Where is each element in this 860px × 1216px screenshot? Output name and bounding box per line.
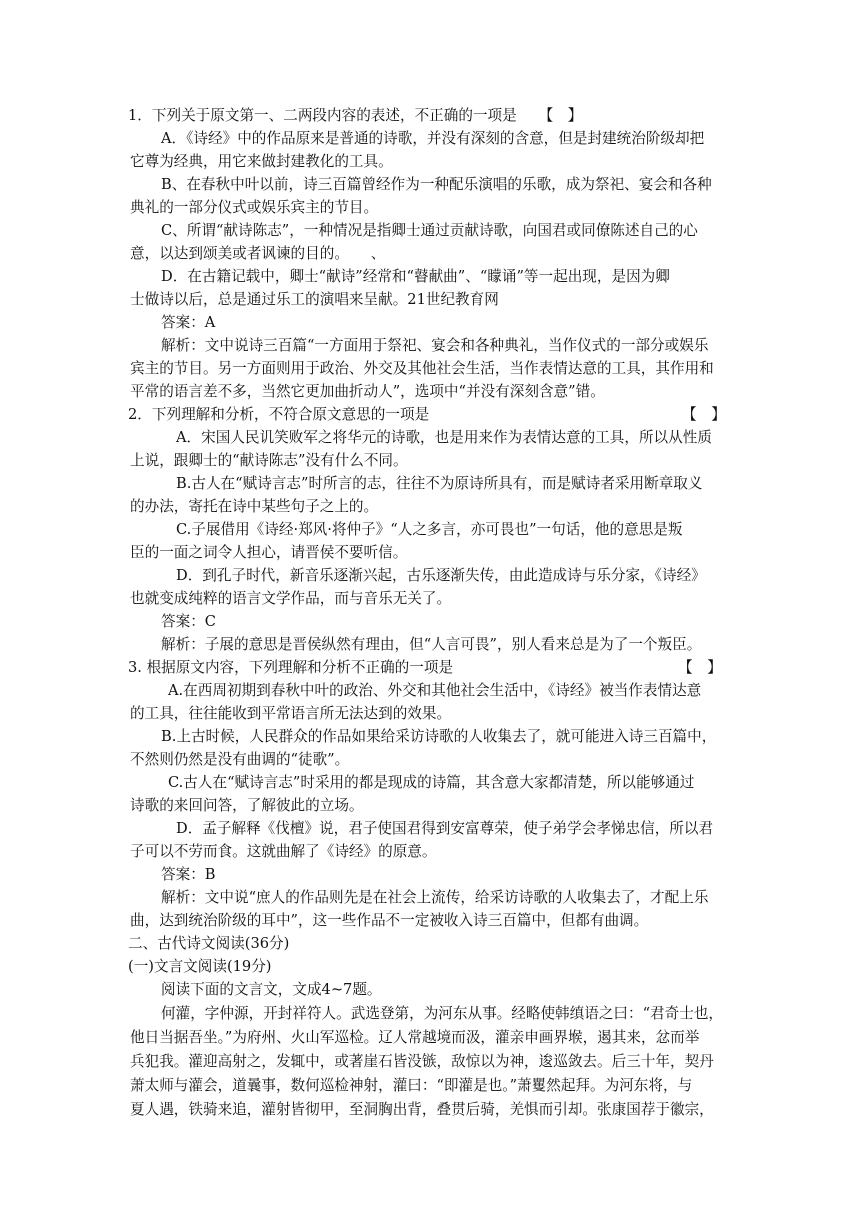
q1-analysis: 解析：文中说诗三百篇“一方面用于祭祀、宴会和各种典礼，当作仪式的一部分或娱乐 [161, 337, 709, 354]
passage-line: 兵犯我。灌迎高射之，发辄中，或著崖石皆没镞，敌惊以为神，逡巡敛去。后三十年，契丹 [130, 1053, 714, 1070]
q3-option-a: A.在西周初期到春秋中叶的政治、外交和其他社会生活中，《诗经》被当作表情达意 [168, 682, 702, 699]
q3-option-d: D．孟子解释《伐檀》说，君子使国君得到安富尊荣，使子弟学会孝悌忠信，所以君 [176, 820, 714, 837]
q3-option-b: B.上古时候，人民群众的作品如果给采访诗歌的人收集去了，就可能进入诗三百篇中， [161, 728, 717, 745]
q2-option-c: C.子展借用《诗经·郑风·将仲子》“人之多言，亦可畏也”一句话，他的意思是叛 [176, 521, 683, 538]
q3-option-d-cont: 子可以不劳而食。这就曲解了《诗经》的原意。 [130, 843, 437, 860]
q1-option-a-cont: 它尊为经典，用它来做封建教化的工具。 [130, 153, 393, 170]
q1-stem: 1．下列关于原文第一、二两段内容的表述，不正确的一项是 【 】 [128, 107, 583, 124]
passage-line: 夏人遇，铁骑来追，灌射皆彻甲，至洞胸出背，叠贯后骑，羌惧而引却。张康国荐于徽宗， [130, 1101, 714, 1118]
q2-answer: 答案：C [161, 613, 216, 630]
q3-option-c: C.古人在“赋诗言志”时采用的都是现成的诗篇，其含意大家都清楚，所以能够通过 [168, 774, 695, 791]
q1-option-d-cont: 士做诗以后，总是通过乐工的演唱来呈献。21世纪教育网 [130, 291, 499, 308]
q1-option-b: B、在春秋中叶以前，诗三百篇曾经作为一种配乐演唱的乐歌，成为祭祀、宴会和各种 [161, 176, 712, 193]
q3-option-c-cont: 诗歌的来回问答，了解彼此的立场。 [130, 797, 364, 814]
q1-option-c: C、所谓“献诗陈志”，一种情况是指卿士通过贡献诗歌，向国君或同僚陈述自己的心 [161, 222, 698, 239]
q2-option-d: D．到孔子时代，新音乐逐渐兴起，古乐逐渐失传，由此造成诗与乐分家，《诗经》 [176, 567, 706, 584]
q1-option-c-cont: 意，以达到颂美或者讽谏的目的。 、 [130, 245, 386, 262]
q2-option-b-cont: 的办法，寄托在诗中某些句子之上的。 [130, 498, 379, 515]
q3-stem: 3. 根据原文内容，下列理解和分析不正确的一项是 [128, 659, 454, 676]
reading-instruction: 阅读下面的文言文，文成4~7题。 [161, 981, 382, 998]
q3-option-b-cont: 不然则仍然是没有曲调的“徒歌”。 [130, 751, 350, 768]
q2-option-d-cont: 也就变成纯粹的语言文学作品，而与音乐无关了。 [130, 590, 452, 607]
q3-option-a-cont: 的工具，往往能收到平常语言所无法达到的效果。 [130, 705, 452, 722]
q2-bracket: 【 】 [682, 406, 726, 423]
q2-option-a-cont: 上说，跟卿士的“献诗陈志”没有什么不同。 [130, 452, 408, 469]
q2-option-b: B.古人在“赋诗言志”时所言的志，往往不为原诗所具有，而是赋诗者采用断章取义 [176, 475, 703, 492]
q3-analysis-cont: 曲，达到统治阶级的耳中”，这一些作品不一定被收入诗三百篇中，但都有曲调。 [130, 912, 649, 929]
q3-answer: 答案：B [161, 866, 216, 883]
q1-option-d: D．在古籍记载中，卿士“献诗”经常和“瞽献曲”、“矇诵”等一起出现，是因为卿 [161, 268, 670, 285]
q1-option-b-cont: 典礼的一部分仪式或娱乐宾主的节目。 [130, 199, 379, 216]
q2-analysis: 解析：子展的意思是晋侯纵然有理由，但“人言可畏”，别人看来总是为了一个叛臣。 [161, 636, 702, 653]
section-heading: 二、古代诗文阅读(36分) [128, 935, 290, 952]
q2-stem: 2．下列理解和分析，不符合原文意思的一项是 [128, 406, 430, 423]
q2-option-a: A．宋国人民讥笑败军之将华元的诗歌，也是用来作为表情达意的工具，所以从性质 [176, 429, 712, 446]
q3-analysis: 解析：文中说“庶人的作品则先是在社会上流传，给采访诗歌的人收集去了，才配上乐 [161, 889, 709, 906]
q2-option-c-cont: 臣的一面之词令人担心，请晋侯不要听信。 [130, 544, 408, 561]
q3-bracket: 【 】 [678, 659, 722, 676]
passage-line: 何灌，字仲源，开封祥符人。武选登第，为河东从事。经略使韩缜语之曰：“君奇士也， [161, 1005, 724, 1022]
q1-analysis-cont-2: 平常的语言差不多，当然它更加曲折动人”，选项中“并没有深刻含意”错。 [130, 383, 605, 400]
passage-line: 他日当据吾坐。”为府州、火山军巡检。辽人常越境而汲，灌亲申画界堠，遏其来，忿而举 [130, 1029, 700, 1046]
subsection-heading: (一)文言文阅读(19分) [128, 958, 272, 975]
q1-analysis-cont-1: 宾主的节目。另一方面则用于政治、外交及其他社会生活，当作表情达意的工具，其作用和 [130, 360, 714, 377]
q1-answer: 答案：A [161, 314, 216, 331]
q1-option-a: A．《诗经》中的作品原来是普通的诗歌，并没有深刻的含意，但是封建统治阶级却把 [161, 130, 705, 147]
passage-line: 萧太师与灌会，道曩事，数何巡检神射，灌曰：“即灌是也。”萧矍然起拜。为河东将，与 [130, 1077, 693, 1094]
